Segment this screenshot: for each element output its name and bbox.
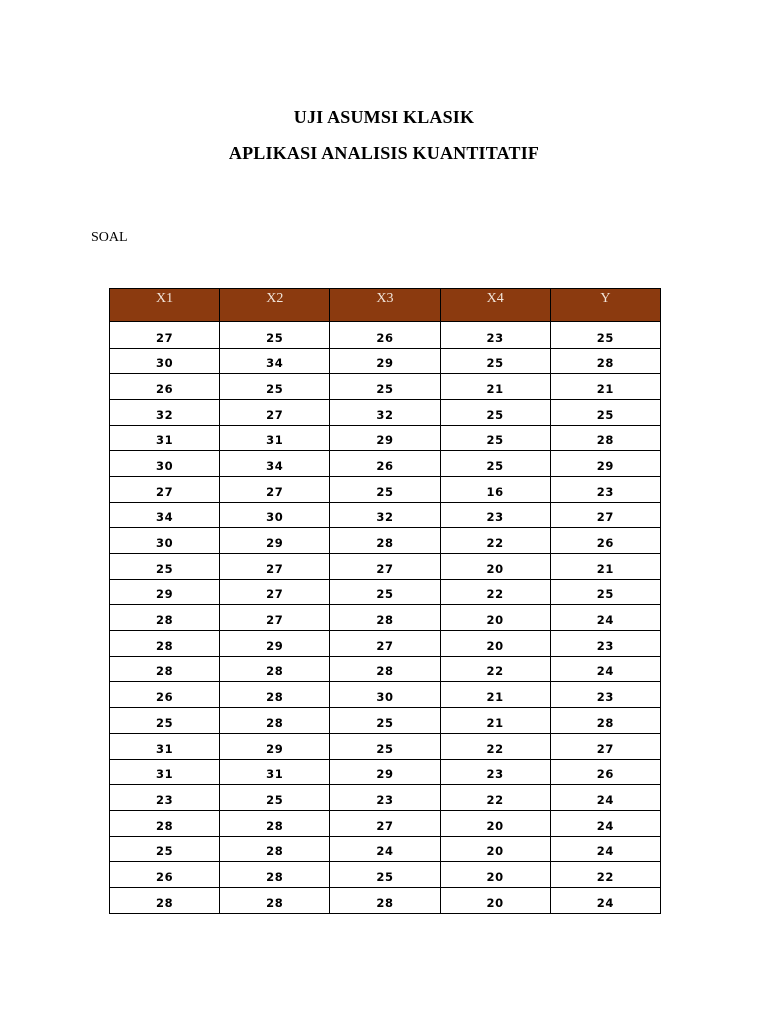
cell-x1: 30 [110,348,220,374]
cell-x4: 25 [440,348,550,374]
table-row [110,554,661,580]
cell-x3: 25 [330,733,440,759]
table-row [110,528,661,554]
table-row [110,836,661,862]
cell-y: 26 [550,528,660,554]
cell-x2: 34 [220,451,330,477]
cell-x1: 23 [110,785,220,811]
cell-y: 21 [550,374,660,400]
cell-x3: 27 [330,631,440,657]
header-row [110,289,661,322]
cell-x1: 25 [110,554,220,580]
cell-x3: 29 [330,348,440,374]
cell-x4: 20 [440,862,550,888]
cell-x2: 29 [220,733,330,759]
table-row [110,759,661,785]
cell-y: 24 [550,887,660,913]
cell-y: 24 [550,785,660,811]
cell-y: 26 [550,759,660,785]
cell-x2: 28 [220,836,330,862]
table-body [110,322,661,914]
cell-x2: 27 [220,399,330,425]
data-table [109,288,661,914]
cell-x3: 28 [330,887,440,913]
cell-x2: 25 [220,374,330,400]
table-row [110,785,661,811]
cell-y: 25 [550,579,660,605]
table-row [110,425,661,451]
cell-x2: 28 [220,862,330,888]
cell-y: 23 [550,682,660,708]
cell-x4: 20 [440,810,550,836]
cell-x4: 20 [440,887,550,913]
cell-x4: 23 [440,322,550,349]
cell-x2: 29 [220,528,330,554]
table-header [110,289,661,322]
cell-x3: 32 [330,502,440,528]
cell-x1: 28 [110,605,220,631]
cell-x1: 31 [110,733,220,759]
cell-y: 24 [550,810,660,836]
cell-x3: 29 [330,425,440,451]
cell-x2: 27 [220,605,330,631]
cell-x1: 26 [110,682,220,708]
cell-x1: 27 [110,322,220,349]
cell-x3: 24 [330,836,440,862]
cell-x1: 26 [110,374,220,400]
cell-y: 23 [550,476,660,502]
cell-x1: 31 [110,759,220,785]
table-row [110,656,661,682]
cell-y: 24 [550,605,660,631]
cell-x3: 25 [330,579,440,605]
document-subtitle: APLIKASI ANALISIS KUANTITATIF [228,143,540,163]
cell-x3: 29 [330,759,440,785]
cell-x3: 25 [330,476,440,502]
table-row [110,451,661,477]
cell-y: 28 [550,348,660,374]
table-row [110,579,661,605]
cell-x3: 28 [330,605,440,631]
cell-x1: 28 [110,631,220,657]
cell-x1: 25 [110,708,220,734]
table-row [110,348,661,374]
cell-x4: 21 [440,708,550,734]
cell-x1: 32 [110,399,220,425]
cell-x2: 28 [220,810,330,836]
table-row [110,810,661,836]
table-row [110,322,661,349]
cell-y: 28 [550,708,660,734]
table-row [110,374,661,400]
cell-x4: 22 [440,656,550,682]
table-row [110,708,661,734]
cell-x1: 29 [110,579,220,605]
cell-x4: 22 [440,733,550,759]
cell-x1: 25 [110,836,220,862]
cell-x2: 28 [220,682,330,708]
cell-x3: 26 [330,451,440,477]
cell-x2: 29 [220,631,330,657]
table-row [110,733,661,759]
cell-x4: 23 [440,759,550,785]
table-row [110,887,661,913]
table-row [110,631,661,657]
cell-x3: 26 [330,322,440,349]
table-row [110,605,661,631]
cell-x1: 28 [110,887,220,913]
cell-x4: 20 [440,554,550,580]
column-header-y: Y [550,289,660,322]
cell-x4: 22 [440,528,550,554]
cell-x4: 25 [440,399,550,425]
cell-x2: 27 [220,476,330,502]
cell-x3: 32 [330,399,440,425]
cell-x4: 25 [440,425,550,451]
cell-x4: 20 [440,836,550,862]
cell-x2: 34 [220,348,330,374]
cell-x3: 30 [330,682,440,708]
cell-x4: 22 [440,785,550,811]
cell-y: 28 [550,425,660,451]
cell-x3: 28 [330,528,440,554]
cell-x1: 31 [110,425,220,451]
table-row [110,399,661,425]
cell-x3: 27 [330,554,440,580]
table-row [110,502,661,528]
cell-x4: 20 [440,631,550,657]
cell-x2: 27 [220,554,330,580]
cell-x2: 27 [220,579,330,605]
document-title: UJI ASUMSI KLASIK [293,107,475,127]
cell-x2: 31 [220,425,330,451]
cell-x2: 28 [220,887,330,913]
cell-x4: 21 [440,374,550,400]
cell-x4: 23 [440,502,550,528]
cell-y: 24 [550,836,660,862]
cell-y: 27 [550,502,660,528]
cell-x1: 28 [110,656,220,682]
cell-x1: 30 [110,451,220,477]
cell-x2: 28 [220,656,330,682]
column-header-x3: X3 [330,289,440,322]
cell-x2: 31 [220,759,330,785]
column-header-x2: X2 [220,289,330,322]
cell-x3: 25 [330,374,440,400]
cell-y: 23 [550,631,660,657]
section-label: SOAL [91,230,128,245]
cell-x1: 34 [110,502,220,528]
cell-y: 21 [550,554,660,580]
cell-x2: 30 [220,502,330,528]
cell-x4: 22 [440,579,550,605]
cell-y: 25 [550,322,660,349]
table-row [110,862,661,888]
cell-y: 22 [550,862,660,888]
cell-x1: 26 [110,862,220,888]
cell-y: 25 [550,399,660,425]
cell-x1: 28 [110,810,220,836]
cell-x3: 25 [330,862,440,888]
cell-x2: 25 [220,322,330,349]
cell-x3: 28 [330,656,440,682]
cell-x4: 21 [440,682,550,708]
cell-y: 24 [550,656,660,682]
cell-y: 29 [550,451,660,477]
cell-x4: 25 [440,451,550,477]
cell-x1: 30 [110,528,220,554]
cell-y: 27 [550,733,660,759]
cell-x2: 28 [220,708,330,734]
cell-x4: 20 [440,605,550,631]
cell-x3: 23 [330,785,440,811]
table-row [110,476,661,502]
cell-x4: 16 [440,476,550,502]
column-header-x4: X4 [440,289,550,322]
cell-x2: 25 [220,785,330,811]
column-header-x1: X1 [110,289,220,322]
table-row [110,682,661,708]
cell-x3: 27 [330,810,440,836]
cell-x3: 25 [330,708,440,734]
cell-x1: 27 [110,476,220,502]
